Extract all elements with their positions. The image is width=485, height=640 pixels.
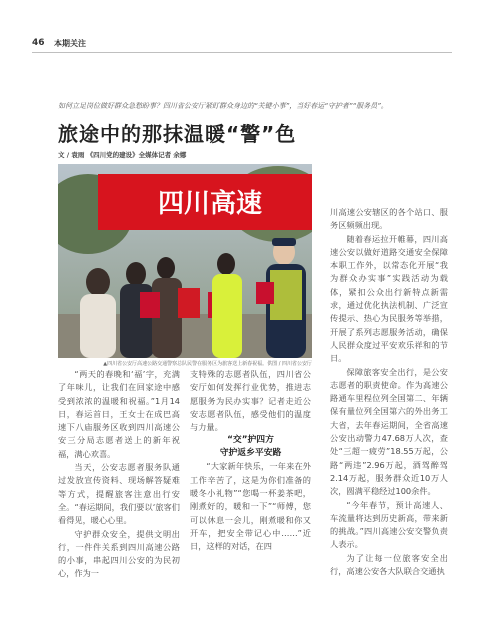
news-photo bbox=[58, 164, 312, 358]
paragraph: 支特殊的志愿者队伍，四川省公安厅如何发挥行业优势，推进志愿服务为民办实事？记者走近公安志愿者队伍，感受他们的温度与力量。 bbox=[190, 369, 311, 433]
gift-bag bbox=[140, 292, 160, 318]
text-column-1 bbox=[58, 368, 180, 581]
paragraph: 川高速公安辖区的各个站口、服务区频频出现。 bbox=[330, 207, 448, 231]
paragraph: 随着春运拉开帷幕，四川高速公安以做好道路交通安全保障本职工作外，以常态化开展“我为群众办实事”实践活动为载体，紧扣公众出行新特点新需求，通过优化执法机制、广泛宣传提示、热心为民服务等举措，开展了系列志愿服务活动，确保人民群众度过平安欢乐祥和的节日。 bbox=[330, 233, 448, 364]
paragraph: 守护群众安全，提供文明出行，一件件关系到四川高速公路的小事，串起四川公安的为民初心，作为一 bbox=[58, 528, 180, 579]
photo-caption: ▲四川省公安厅高速公路交通警察总队民警在服务区为旅客送上新春祝福。供图 / 四川省公安厅 bbox=[103, 361, 312, 367]
gift-bag bbox=[178, 288, 200, 318]
paragraph: 为了让每一位旅客安全出行，高速公安各大队联合交通执 bbox=[330, 552, 448, 577]
column-name: 本期关注 bbox=[54, 39, 86, 48]
article-lead: 如何立足岗位做好群众急愁盼事？四川省公安厅紧盯群众身边的“关键小事”，当好春运“守护者”“服务员”。 bbox=[58, 102, 388, 110]
article-byline: 文 / 袁雨 《四川党的建设》全媒体记者 余娜 bbox=[58, 151, 187, 159]
volunteer-vest bbox=[212, 274, 242, 358]
photo-illustration bbox=[58, 164, 312, 358]
paragraph: “两天的春晚和‘福’字，充满了年味儿，让我们在回家途中感受到浓浓的温暖和祝福。”1月14日，春运首日，王女士在成巴高速下八庙服务区收到四川高速公安三分局志愿者送上的新年祝福，满心欢喜。 bbox=[58, 369, 180, 459]
banner-text: 四川高速 bbox=[158, 189, 263, 219]
subheading-line-1: “交”护四方 bbox=[227, 435, 274, 446]
subheading-line-2: 守护返乡平安路 bbox=[219, 448, 282, 459]
article-title: 旅途中的那抹温暖“警”色 bbox=[58, 122, 297, 146]
paragraph: 保障旅客安全出行，是公安志愿者的职责使命。作为高速公路通车里程位列全国第二、年辆保有量位列全国第六的外出务工大省，去年春运期间，全省高速公安出动警力47.68万人次，查处“三超一疲劳”18.55万起，公路“两违”2.96万起，酒驾醉驾2.14万起，服务群众近10万人次，圆满平稳经过100余件。 bbox=[330, 366, 448, 497]
text-column-2 bbox=[190, 368, 311, 554]
paragraph: 当天，公安志愿者服务队通过发放宣传资料、现场解答疑难等方式，提醒旅客注意出行安全。“春运期间，我们要以‘旅客们看得见，暖心心里。 bbox=[58, 462, 180, 526]
text-column-3 bbox=[330, 206, 448, 578]
paragraph: “今年春节，预计高速人、车流量将达到历史新高，带来新的挑战。”四川高速公安交警负责人表示。 bbox=[330, 499, 448, 550]
header-divider bbox=[32, 52, 452, 53]
page-number: 46 bbox=[32, 38, 45, 48]
paragraph: “大家新年快乐，一年来在外工作辛苦了，这是为你们准备的暖冬小礼物”“您喝一杯姜茶吧，刚煮好的，暖和一下”“师傅，您可以休息一会儿，刚煮暖和你又开车，把安全带记心中……”近日，这样的对话，在四 bbox=[190, 461, 311, 552]
